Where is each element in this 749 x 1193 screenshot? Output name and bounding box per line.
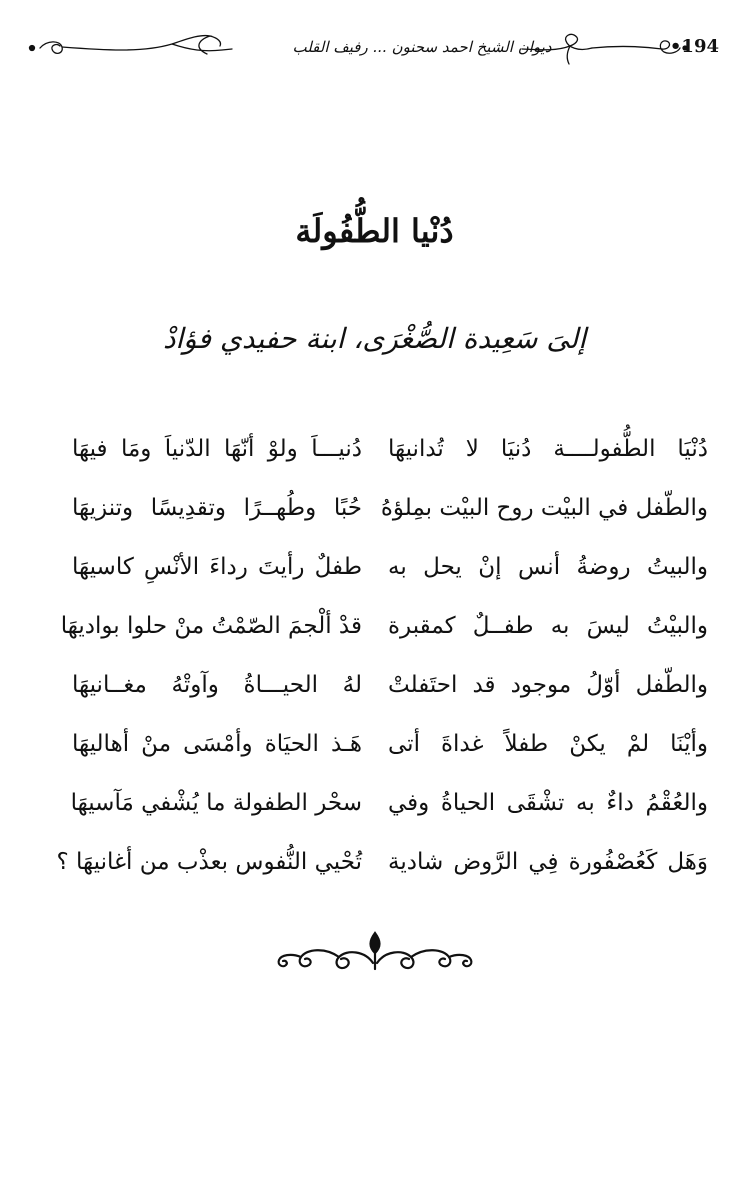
verse-second-half: طفلٌ رأيتَ رداءَ الأنْسِ كاسيهَا — [72, 554, 362, 580]
verse-second-half: لهُ الحيـــاةُ وآوتْهُ مغــانيهَا — [72, 672, 362, 698]
verse-first-half: دُنْيَا الطُّفولــــة دُنيَا لا تُدانيهَا — [388, 436, 708, 462]
verse-second-half: قدْ ألْجمَ الصّمْتُ منْ حلوا بواديهَا — [60, 613, 362, 639]
verse-row — [0, 774, 749, 833]
verse-first-half: وأيْنَا لمْ يكنْ طفلاً غداةَ أتى — [388, 731, 708, 757]
verse-first-half: وَهَل كَعُصْفُورة فِي الرَّوض شادية — [388, 849, 708, 875]
verse-second-half: هَـذ الحيَاة وأمْسَى منْ أهاليهَا — [72, 731, 362, 757]
page-number: •194 — [669, 36, 719, 57]
verse-first-half: والطّفل في البيْت روح البيْت بمِلؤهُ — [380, 495, 708, 521]
poem-title: دُنْيا الطُّفُولَة — [295, 212, 454, 250]
verse-row — [0, 715, 749, 774]
verse-row — [0, 420, 749, 479]
closing-ornament-icon — [265, 925, 485, 975]
poem-dedication: إلىَ سَعِيدة الصُّغْرَى، ابنة حفيدي فؤادْ — [162, 322, 587, 355]
verse-second-half: حُبًا وطُهــرًا وتقدِيسًا وتنزيهَا — [72, 495, 362, 521]
verse-first-half: والطّفل أوّلُ موجود قد احتَفلتْ — [388, 672, 708, 698]
verse-second-half: دُنيـــاَ ولوْ أنّهَا الدّنياَ ومَا فيهَا — [72, 436, 362, 462]
verse-first-half: والعُقْمُ داءٌ به تشْقَى الحياةُ وفي — [388, 790, 708, 816]
verse-second-half: تُحْيي النُّفوس بعذْب من أغانيهَا ؟ — [56, 849, 362, 875]
verse-row — [0, 538, 749, 597]
verse-row — [0, 597, 749, 656]
page-header — [22, 28, 727, 68]
verse-row — [0, 479, 749, 538]
running-title: ديوان الشيخ احمد سحنون ... رفيف القلب — [292, 38, 552, 56]
verse-first-half: والبيْتُ ليسَ به طفــلٌ كمقبرة — [388, 613, 708, 639]
poem-verses — [0, 420, 749, 892]
verse-row — [0, 833, 749, 892]
verse-first-half: والبيتُ روضةُ أنس إنْ يحل به — [388, 554, 708, 580]
verse-row — [0, 656, 749, 715]
verse-second-half: سحْر الطفولة ما يُشْفي مَآسيهَا — [70, 790, 362, 816]
